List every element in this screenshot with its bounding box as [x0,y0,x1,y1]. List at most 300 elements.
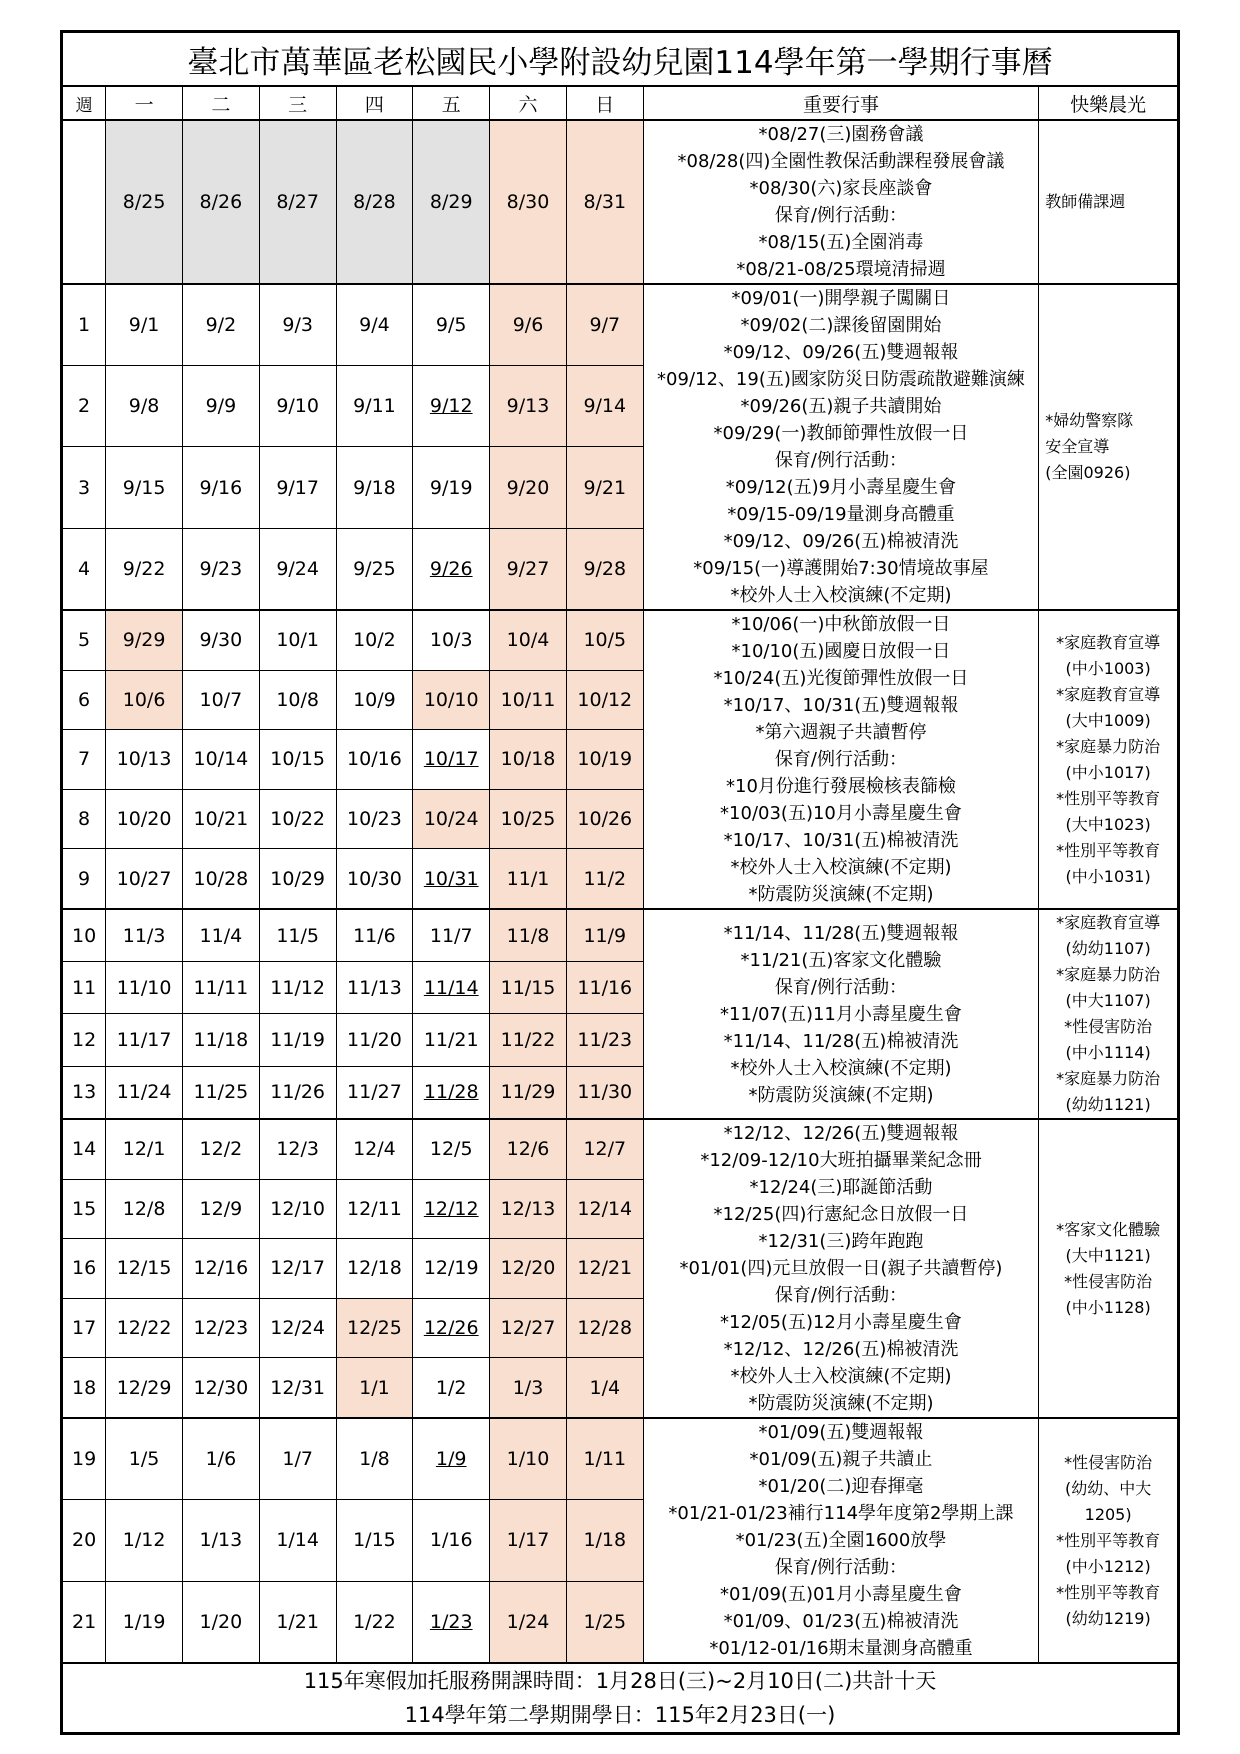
day-cell: 9/24 [259,528,336,610]
day-cell: 10/11 [490,670,567,730]
col-header-events: 重要行事 [643,86,1039,120]
day-cell: 11/13 [336,962,413,1014]
event-line: *08/21-08/25環境清掃週 [736,259,946,280]
event-line: 保育/例行活動： [774,205,907,226]
morning-line: (大中1023) [1065,814,1151,834]
day-cell: 11/25 [182,1066,259,1119]
day-cell: 10/20 [106,789,183,849]
event-line: 保育/例行活動： [774,450,907,471]
morning-line: *性別平等教育 [1056,840,1161,860]
day-cell [413,849,490,909]
morning-cell [1039,1119,1179,1418]
day-cell: 12/11 [336,1179,413,1239]
event-line: *10/17、10/31(五)棉被清洗 [723,830,959,851]
day-cell: 10/10 [413,670,490,730]
footer-row [62,1663,1179,1734]
week-number-cell: 14 [62,1119,106,1179]
event-line: 保育/例行活動： [774,749,907,770]
day-cell: 9/22 [106,528,183,610]
col-header-fri: 五 [413,86,490,120]
week-number-cell: 10 [62,909,106,962]
day-cell: 12/6 [490,1119,567,1179]
day-cell: 1/7 [259,1418,336,1500]
morning-line: *性別平等教育 [1056,1530,1161,1550]
day-cell: 12/1 [106,1119,183,1179]
day-cell: 12/17 [259,1239,336,1299]
day-cell: 11/26 [259,1066,336,1119]
event-line: *09/29(一)教師節彈性放假一日 [713,423,969,444]
morning-cell [1039,120,1179,284]
morning-line: (幼幼1219) [1065,1608,1151,1628]
day-label-underlined: 1/9 [435,1448,467,1471]
event-line: *11/07(五)11月小壽星慶生會 [720,1003,962,1025]
day-cell: 10/24 [413,789,490,849]
week-number-cell [62,120,106,284]
day-cell: 1/3 [490,1358,567,1418]
event-line: *09/01(一)開學親子闖關日 [731,288,951,309]
day-cell: 11/8 [490,909,567,962]
morning-cell [1039,909,1179,1119]
event-line: *10/06(一)中秋節放假一日 [731,614,951,635]
events-cell [643,120,1039,284]
day-cell: 11/21 [413,1014,490,1066]
event-line: *11/14、11/28(五)雙週報報 [723,922,959,944]
event-line: *08/15(五)全園消毒 [758,232,924,253]
morning-line: *家庭暴力防治 [1056,965,1161,984]
day-cell [413,962,490,1014]
day-cell: 1/16 [413,1500,490,1581]
day-cell: 11/2 [566,849,643,909]
day-cell: 12/9 [182,1179,259,1239]
col-header-morning: 快樂晨光 [1039,86,1179,120]
day-cell: 10/27 [106,849,183,909]
day-cell: 10/18 [490,730,567,790]
col-header-mon: 一 [106,86,183,120]
day-cell: 8/26 [182,120,259,284]
week-number-cell: 17 [62,1298,106,1358]
week-number-cell: 6 [62,670,106,730]
event-line: *01/23(五)全園1600放學 [735,1530,947,1551]
event-line: *10/10(五)國慶日放假一日 [731,641,951,662]
event-line: *01/09(五)01月小壽星慶生會 [720,1584,962,1605]
day-cell: 9/21 [566,447,643,528]
day-cell: 10/9 [336,670,413,730]
day-cell: 12/22 [106,1298,183,1358]
day-cell: 8/27 [259,120,336,284]
event-line: *01/01(四)元旦放假一日(親子共讀暫停) [679,1258,1003,1279]
event-line: *09/12(五)9月小壽星慶生會 [725,477,957,498]
day-cell: 10/19 [566,730,643,790]
event-line: *校外人士入校演練(不定期) [730,1366,952,1387]
morning-line: (全園0926) [1045,463,1131,482]
week-number-cell: 11 [62,962,106,1014]
event-line: *第六週親子共讀暫停 [755,722,927,743]
day-cell: 1/6 [182,1418,259,1500]
col-header-week: 週 [62,86,106,120]
day-cell: 1/15 [336,1500,413,1581]
day-cell: 10/30 [336,849,413,909]
event-line: *09/12、09/26(五)棉被清洗 [723,531,959,552]
day-cell: 9/10 [259,366,336,447]
morning-line: (幼幼、中大 [1065,1478,1152,1498]
morning-line: (大中1009) [1065,710,1151,730]
morning-line: *性侵害防治 [1064,1452,1153,1472]
day-cell: 10/15 [259,730,336,790]
day-cell: 9/23 [182,528,259,610]
week-number-cell: 12 [62,1014,106,1066]
day-cell: 12/24 [259,1298,336,1358]
day-cell: 9/28 [566,528,643,610]
morning-line: *家庭暴力防治 [1056,736,1161,756]
day-cell: 10/3 [413,610,490,670]
week-number-cell: 4 [62,528,106,610]
day-cell: 8/25 [106,120,183,284]
morning-line: (大中1121) [1065,1245,1151,1265]
event-line: *校外人士入校演練(不定期) [730,1057,952,1079]
week-number-cell: 9 [62,849,106,909]
table-row [62,610,1179,670]
day-cell: 1/8 [336,1418,413,1500]
day-cell: 9/29 [106,610,183,670]
event-line: *12/31(三)跨年跑跑 [758,1231,924,1252]
col-header-tue: 二 [182,86,259,120]
day-cell: 8/31 [566,120,643,284]
day-cell: 11/7 [413,909,490,962]
day-cell: 11/16 [566,962,643,1014]
table-row [62,909,1179,962]
table-row [62,120,1179,284]
event-line: *01/12-01/16期末量測身高體重 [709,1638,973,1659]
day-cell: 10/12 [566,670,643,730]
day-cell: 12/8 [106,1179,183,1239]
day-cell: 12/7 [566,1119,643,1179]
day-cell: 9/13 [490,366,567,447]
day-cell: 10/6 [106,670,183,730]
day-cell [413,1298,490,1358]
event-line: *09/02(二)課後留園開始 [740,315,942,336]
event-line: *10/24(五)光復節彈性放假一日 [713,668,969,689]
table-row [62,284,1179,366]
morning-line: *家庭暴力防治 [1056,1069,1161,1088]
events-cell [643,284,1039,610]
day-cell: 10/8 [259,670,336,730]
morning-cell [1039,284,1179,610]
day-cell: 9/8 [106,366,183,447]
event-line: *12/12、12/26(五)雙週報報 [723,1123,959,1144]
table-row [62,1119,1179,1179]
day-cell: 12/31 [259,1358,336,1418]
week-number-cell: 21 [62,1581,106,1663]
day-cell: 11/17 [106,1014,183,1066]
event-line: *01/09(五)雙週報報 [758,1422,924,1443]
day-label-underlined: 11/28 [423,1081,479,1104]
calendar-footer [62,1663,1179,1734]
day-cell: 1/5 [106,1418,183,1500]
day-cell: 9/14 [566,366,643,447]
day-cell: 11/12 [259,962,336,1014]
day-cell: 10/26 [566,789,643,849]
week-number-cell: 7 [62,730,106,790]
day-cell: 12/10 [259,1179,336,1239]
day-cell: 12/20 [490,1239,567,1299]
day-cell: 11/20 [336,1014,413,1066]
morning-line: *性侵害防治 [1064,1017,1153,1036]
morning-line: *家庭教育宣導 [1056,684,1161,704]
day-label-underlined: 11/14 [423,976,479,999]
day-label-underlined: 12/26 [423,1317,479,1340]
event-line: *09/12、19(五)國家防災日防震疏散避難演練 [657,369,1025,390]
event-line: *01/20(二)迎春揮毫 [758,1476,924,1497]
day-cell: 10/7 [182,670,259,730]
day-cell: 10/16 [336,730,413,790]
day-cell: 1/17 [490,1500,567,1581]
day-cell: 11/18 [182,1014,259,1066]
day-cell: 8/28 [336,120,413,284]
day-cell: 12/16 [182,1239,259,1299]
day-cell: 11/27 [336,1066,413,1119]
morning-line: *家庭教育宣導 [1056,913,1161,932]
event-line: *12/12、12/26(五)棉被清洗 [723,1339,959,1360]
morning-line: (中小1031) [1065,866,1151,886]
day-cell: 1/11 [566,1418,643,1500]
day-cell: 10/22 [259,789,336,849]
page-title: 臺北市萬華區老松國民小學附設幼兒園114學年第一學期行事曆 [62,32,1179,87]
column-header-row [62,86,1179,120]
day-cell [413,1179,490,1239]
week-number-cell: 1 [62,284,106,366]
morning-line: (幼幼1107) [1065,939,1151,958]
day-cell: 12/25 [336,1298,413,1358]
day-cell: 9/3 [259,284,336,366]
event-line: *10/03(五)10月小壽星慶生會 [720,803,962,824]
day-cell: 11/11 [182,962,259,1014]
day-cell: 9/9 [182,366,259,447]
events-cell [643,610,1039,909]
day-cell: 9/18 [336,447,413,528]
day-cell: 11/24 [106,1066,183,1119]
day-cell [413,528,490,610]
week-number-cell: 19 [62,1418,106,1500]
day-cell: 8/29 [413,120,490,284]
day-label-underlined: 9/26 [429,557,473,580]
morning-line: (幼幼1121) [1065,1095,1151,1114]
title-row [62,32,1179,87]
morning-line: *家庭教育宣導 [1056,632,1161,652]
day-cell: 1/10 [490,1418,567,1500]
morning-line: (中大1107) [1065,991,1151,1010]
day-cell: 1/14 [259,1500,336,1581]
day-cell: 12/2 [182,1119,259,1179]
events-cell [643,1119,1039,1418]
day-cell: 11/22 [490,1014,567,1066]
week-number-cell: 13 [62,1066,106,1119]
day-cell: 9/16 [182,447,259,528]
day-cell: 10/1 [259,610,336,670]
col-header-sat: 六 [490,86,567,120]
day-cell: 12/19 [413,1239,490,1299]
day-label-underlined: 1/23 [429,1610,473,1633]
day-cell: 9/6 [490,284,567,366]
day-cell: 10/28 [182,849,259,909]
footer-notes [62,1663,1179,1734]
event-line: *09/15-09/19量測身高體重 [727,504,955,525]
day-cell: 11/5 [259,909,336,962]
day-cell: 1/22 [336,1581,413,1663]
day-cell: 9/27 [490,528,567,610]
week-number-cell: 3 [62,447,106,528]
day-label-underlined: 12/12 [423,1197,479,1220]
event-line: *校外人士入校演練(不定期) [730,585,952,606]
day-cell: 10/2 [336,610,413,670]
day-cell: 12/5 [413,1119,490,1179]
event-line: *10月份進行發展檢核表篩檢 [726,776,956,797]
day-cell: 10/4 [490,610,567,670]
day-cell: 11/10 [106,962,183,1014]
day-cell [413,1066,490,1119]
day-cell: 9/30 [182,610,259,670]
day-cell: 11/4 [182,909,259,962]
day-cell: 1/24 [490,1581,567,1663]
footer-line-1: 115年寒假加托服務開課時間：1月28日(三)~2月10日(二)共計十天 [303,1669,937,1693]
day-cell: 12/4 [336,1119,413,1179]
week-number-cell: 16 [62,1239,106,1299]
week-number-cell: 20 [62,1500,106,1581]
day-cell [413,366,490,447]
morning-line: (中小1128) [1065,1297,1151,1317]
morning-cell [1039,1418,1179,1663]
day-cell: 1/2 [413,1358,490,1418]
morning-cell [1039,610,1179,909]
day-cell: 9/25 [336,528,413,610]
morning-line: *婦幼警察隊 [1045,411,1134,430]
morning-line: (中小1212) [1065,1556,1151,1576]
event-line: 保育/例行活動： [774,1285,907,1306]
day-cell: 9/7 [566,284,643,366]
week-number-cell: 5 [62,610,106,670]
day-cell: 9/17 [259,447,336,528]
col-header-thu: 四 [336,86,413,120]
day-cell: 11/15 [490,962,567,1014]
day-cell: 1/1 [336,1358,413,1418]
day-cell: 9/4 [336,284,413,366]
event-line: *防震防災演練(不定期) [748,1084,934,1106]
day-cell: 11/6 [336,909,413,962]
morning-line: 1205) [1084,1504,1132,1524]
event-line: *防震防災演練(不定期) [748,884,934,905]
day-cell: 12/27 [490,1298,567,1358]
event-line: *09/15(一)導護開始7:30情境故事屋 [693,558,989,579]
event-line: *12/05(五)12月小壽星慶生會 [720,1312,962,1333]
col-header-sun: 日 [566,86,643,120]
footer-line-2: 114學年第二學期開學日：115年2月23日(一) [404,1703,836,1727]
day-cell: 9/2 [182,284,259,366]
event-line: *10/17、10/31(五)雙週報報 [723,695,959,716]
day-cell: 9/15 [106,447,183,528]
day-cell: 10/5 [566,610,643,670]
event-line: *08/27(三)園務會議 [758,124,924,145]
event-line: *09/26(五)親子共讀開始 [740,396,942,417]
day-cell: 1/25 [566,1581,643,1663]
event-line: *09/12、09/26(五)雙週報報 [723,342,959,363]
event-line: *08/30(六)家長座談會 [749,178,933,199]
day-cell: 9/20 [490,447,567,528]
events-cell [643,1418,1039,1663]
day-cell: 11/3 [106,909,183,962]
day-cell: 11/9 [566,909,643,962]
morning-line: (中小1114) [1065,1043,1151,1062]
event-line: *12/09-12/10大班拍攝畢業紀念冊 [700,1150,982,1171]
event-line: 保育/例行活動： [774,1557,907,1578]
day-cell: 12/28 [566,1298,643,1358]
day-cell: 9/19 [413,447,490,528]
day-cell: 12/3 [259,1119,336,1179]
morning-line: 安全宣導 [1045,437,1110,456]
events-cell [643,909,1039,1119]
week-number-cell: 8 [62,789,106,849]
event-line: *01/21-01/23補行114學年度第2學期上課 [668,1503,1014,1524]
week-number-cell: 18 [62,1358,106,1418]
day-cell [413,1418,490,1500]
day-cell: 1/12 [106,1500,183,1581]
day-label-underlined: 9/12 [429,395,473,418]
day-cell: 11/1 [490,849,567,909]
day-cell: 1/18 [566,1500,643,1581]
week-number-cell: 2 [62,366,106,447]
day-cell: 10/29 [259,849,336,909]
calendar-table [60,30,1180,1735]
event-line: *12/24(三)耶誕節活動 [749,1177,933,1198]
day-cell: 10/14 [182,730,259,790]
day-cell: 12/15 [106,1239,183,1299]
day-cell: 1/20 [182,1581,259,1663]
event-line: *01/09(五)親子共讀止 [749,1449,933,1470]
event-line: *防震防災演練(不定期) [748,1393,934,1414]
morning-line: *性侵害防治 [1064,1271,1153,1291]
day-cell: 12/30 [182,1358,259,1418]
day-cell: 11/29 [490,1066,567,1119]
morning-line: *性別平等教育 [1056,788,1161,808]
event-line: *校外人士入校演練(不定期) [730,857,952,878]
event-line: *12/25(四)行憲紀念日放假一日 [713,1204,969,1225]
day-cell: 12/29 [106,1358,183,1418]
day-cell: 10/23 [336,789,413,849]
col-header-wed: 三 [259,86,336,120]
morning-line: 教師備課週 [1045,192,1126,211]
day-cell: 10/21 [182,789,259,849]
day-cell: 12/13 [490,1179,567,1239]
day-label-underlined: 10/31 [423,867,479,890]
week-number-cell: 15 [62,1179,106,1239]
event-line: *11/21(五)客家文化體驗 [740,949,942,971]
day-cell: 1/13 [182,1500,259,1581]
day-cell: 11/19 [259,1014,336,1066]
event-line: *01/09、01/23(五)棉被清洗 [723,1611,959,1632]
day-cell: 11/23 [566,1014,643,1066]
day-cell: 12/14 [566,1179,643,1239]
event-line: *11/14、11/28(五)棉被清洗 [723,1030,959,1052]
day-cell: 1/19 [106,1581,183,1663]
day-cell: 9/1 [106,284,183,366]
day-cell [413,730,490,790]
morning-line: (中小1003) [1065,658,1151,678]
day-cell: 8/30 [490,120,567,284]
event-line: *08/28(四)全園性教保活動課程發展會議 [677,151,1005,172]
day-cell: 1/21 [259,1581,336,1663]
day-cell [413,1581,490,1663]
day-label-underlined: 10/17 [423,748,479,771]
event-line: 保育/例行活動： [774,976,907,998]
day-cell: 11/30 [566,1066,643,1119]
